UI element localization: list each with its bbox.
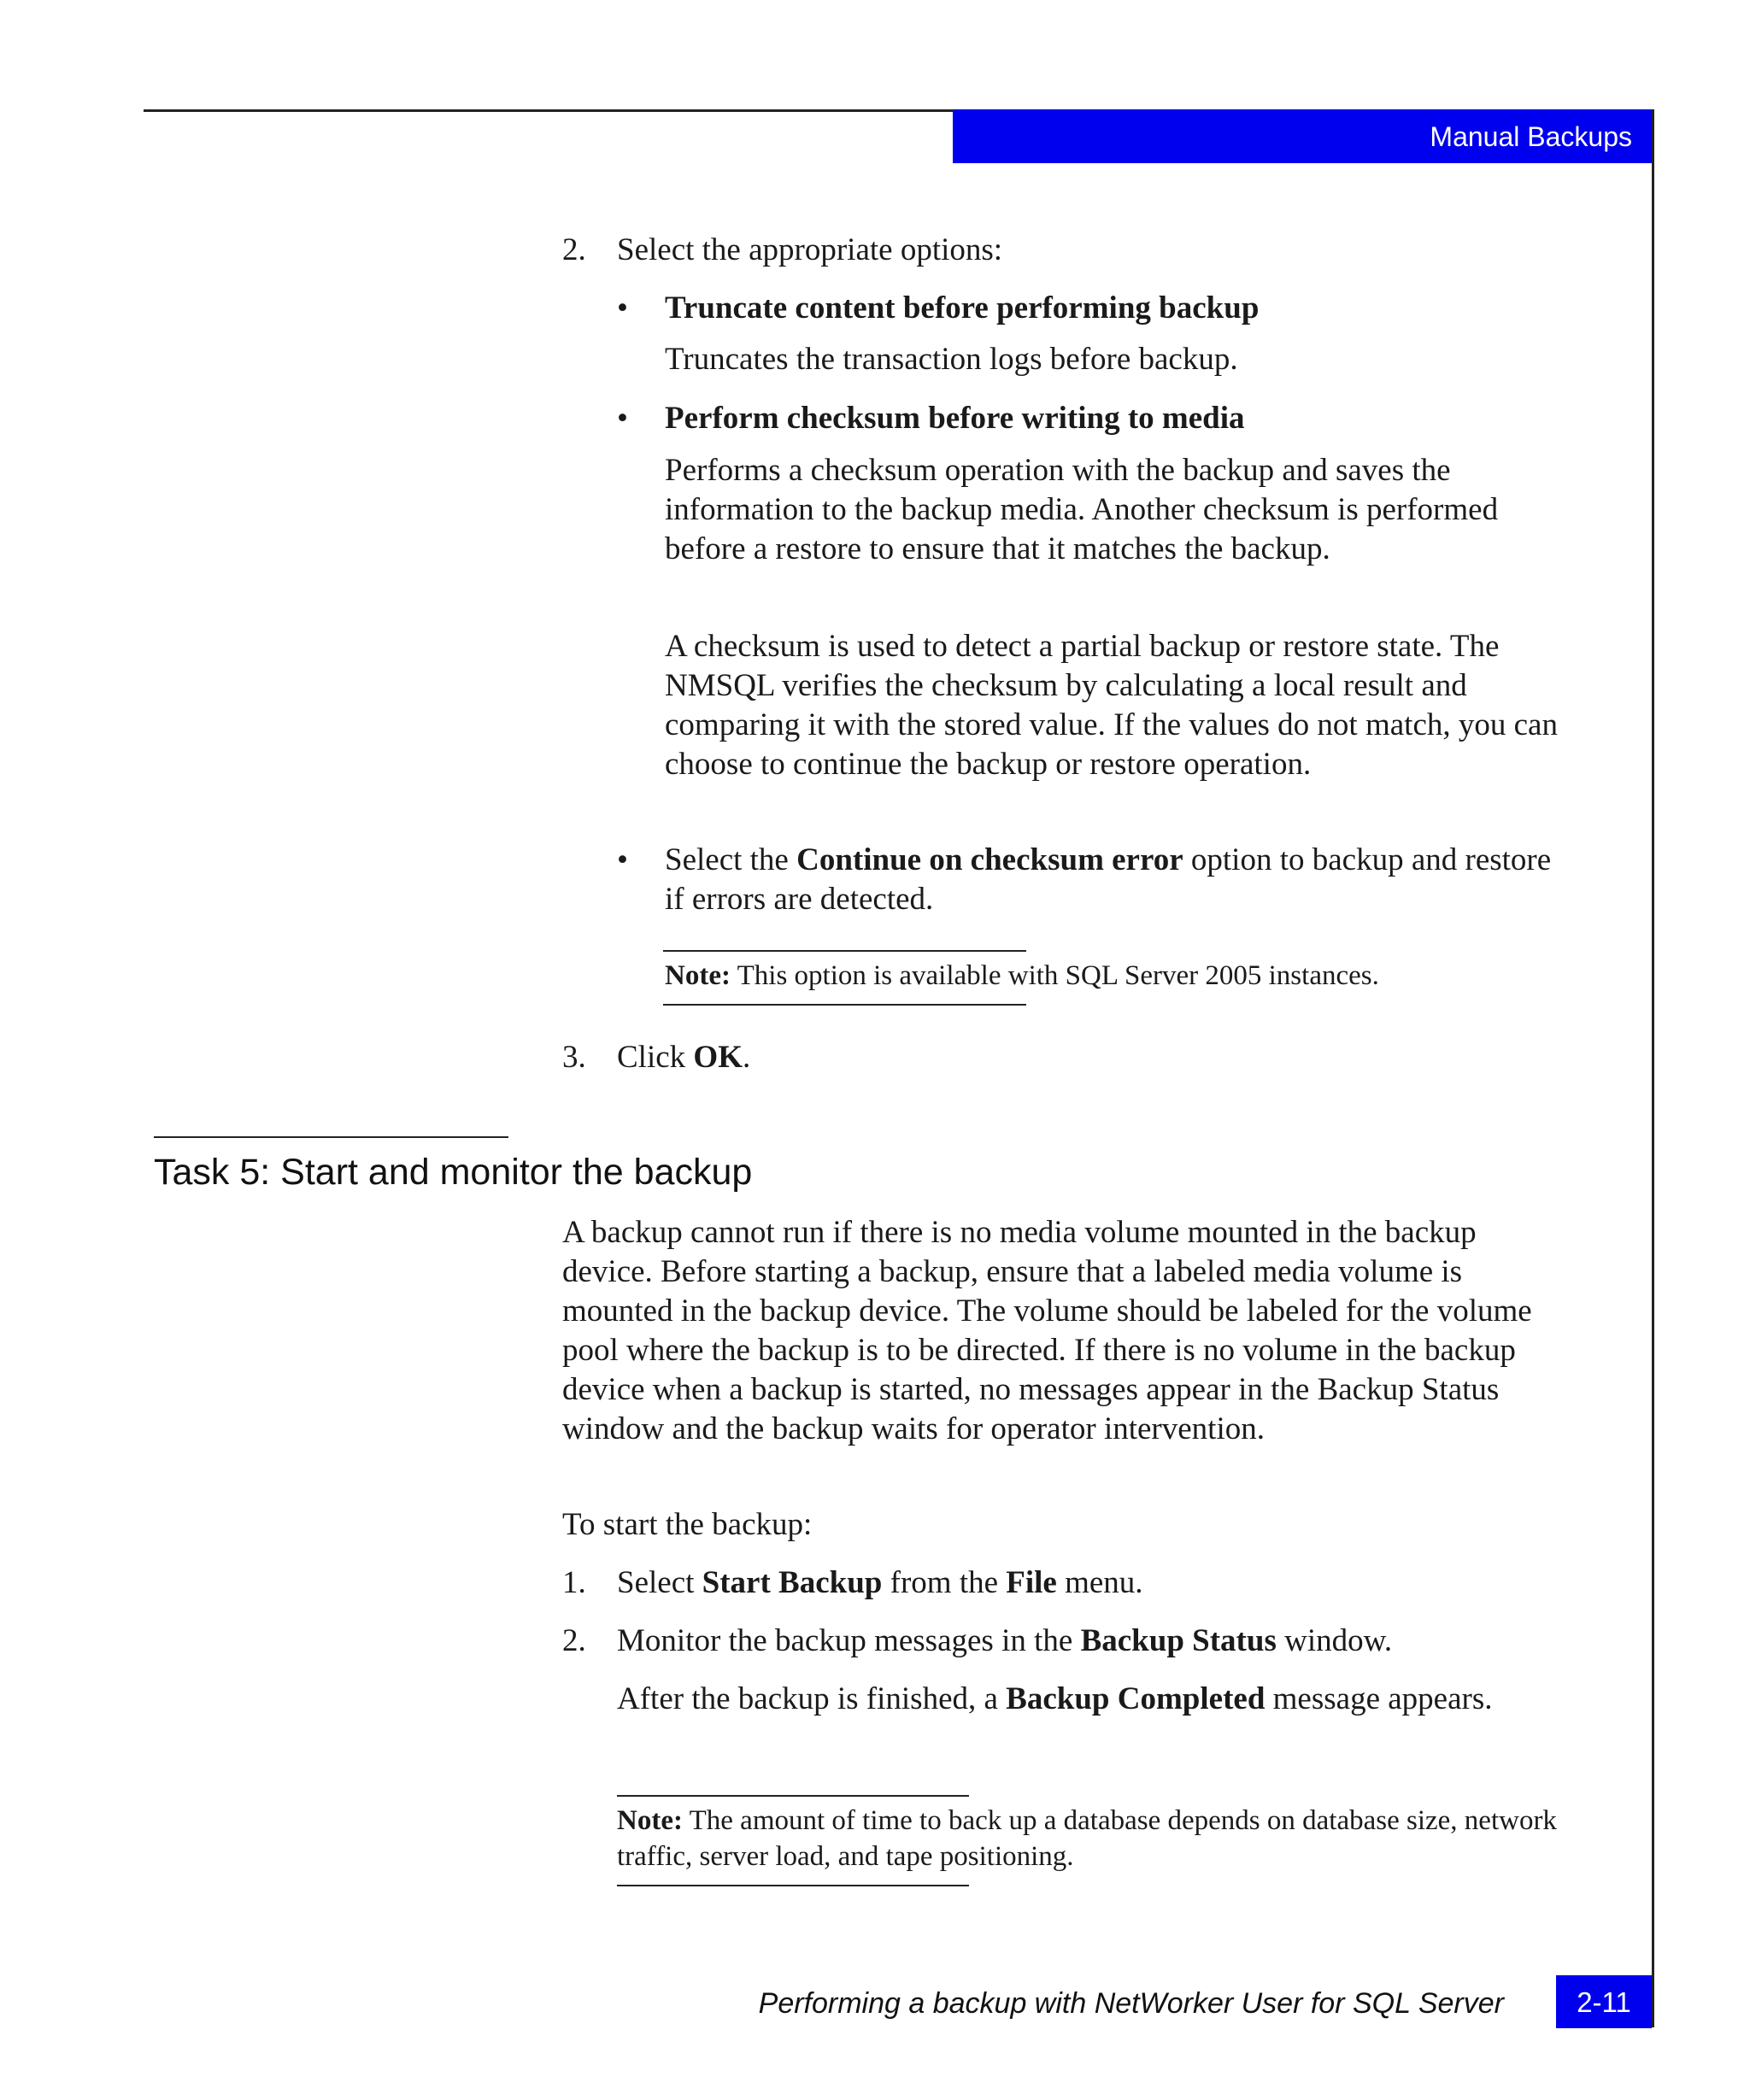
note-rule-bottom [663,1004,1026,1006]
note-rule-top [617,1795,969,1797]
step-number: 2. [562,232,586,267]
note [617,1803,1557,1874]
option-label: Continue on checksum error [796,842,1183,877]
option-label: Truncate content before performing backup [665,290,1260,326]
task-paragraph: A backup cannot run if there is no media volume mounted in the backup device. Before starting a backup, ensure that a labeled media volume is mounted in the backup device. The volume should be labeled for the volume pool where the backup is to be directed. If there is no volume in the backup device when a backup is started, no messages appear in the Backup Status window and the backup waits for operator intervention. [562,1215,1532,1446]
option-perform-checksum [617,399,1557,438]
bullet: • [617,401,628,436]
option-continue-on-error [617,841,1574,919]
bullet: • [617,842,628,877]
lead-in-text: To start the backup: [562,1507,813,1542]
option-description: A checksum is used to detect a partial backup or restore state. The NMSQL verifies the checksum by calculating a local result and comparing it with the stored value. If the values do not match, you can choose to continue the backup or restore operation. [665,629,1558,782]
step-number: 3. [562,1040,586,1075]
step-text: Select Start Backup from the File menu. [617,1565,1143,1600]
note-text: This option is available with SQL Server 2005 instances. [730,960,1379,991]
task-rule [154,1136,508,1138]
note-rule-bottom [617,1885,969,1886]
option-description: Performs a checksum operation with the backup and saves the information to the backup media. Another checksum is performed before a restore to ensure that it matches the backup. [665,453,1499,566]
step-text: Monitor the backup messages in the Backup Status window. [617,1623,1393,1658]
note-rule-top [663,950,1026,952]
note-label: Note: [665,960,731,991]
status-message: Backup Completed [1006,1681,1266,1716]
note-text: The amount of time to back up a database depends on database size, network traffic, server load, and tape positioning. [617,1805,1557,1872]
step-number: 2. [562,1623,586,1658]
page-number: 2-11 [1577,1986,1631,2018]
section-title: Manual Backups [1430,121,1632,152]
step-text: Select the appropriate options: [617,232,1003,267]
menu-command: Start Backup [702,1565,883,1600]
option-text-prefix: Select the [665,842,797,877]
note-label: Note: [617,1805,683,1836]
menu-name: File [1006,1565,1057,1600]
right-margin-rule [1652,109,1654,2027]
step-followup-text: After the backup is finished, a Backup Completed message appears. [617,1681,1493,1716]
page-number-badge [1556,1975,1652,2028]
note [665,958,1379,994]
footer-chapter-title: Performing a backup with NetWorker User for SQL Server [758,1987,1504,2020]
step-number: 1. [562,1565,586,1600]
option-description: Truncates the transaction logs before backup. [665,342,1238,377]
section-header-tab [953,109,1654,163]
option-label: Perform checksum before writing to media [665,401,1245,436]
ok-button-label: OK [693,1040,743,1075]
step-text: Click OK. [617,1040,751,1075]
window-name: Backup Status [1080,1623,1277,1658]
bullet: • [617,290,628,326]
option-truncate-content [617,289,1557,328]
task-heading: Task 5: Start and monitor the backup [154,1152,753,1193]
option-text-suffix: option to backup and restore if errors are detected. [665,842,1552,917]
